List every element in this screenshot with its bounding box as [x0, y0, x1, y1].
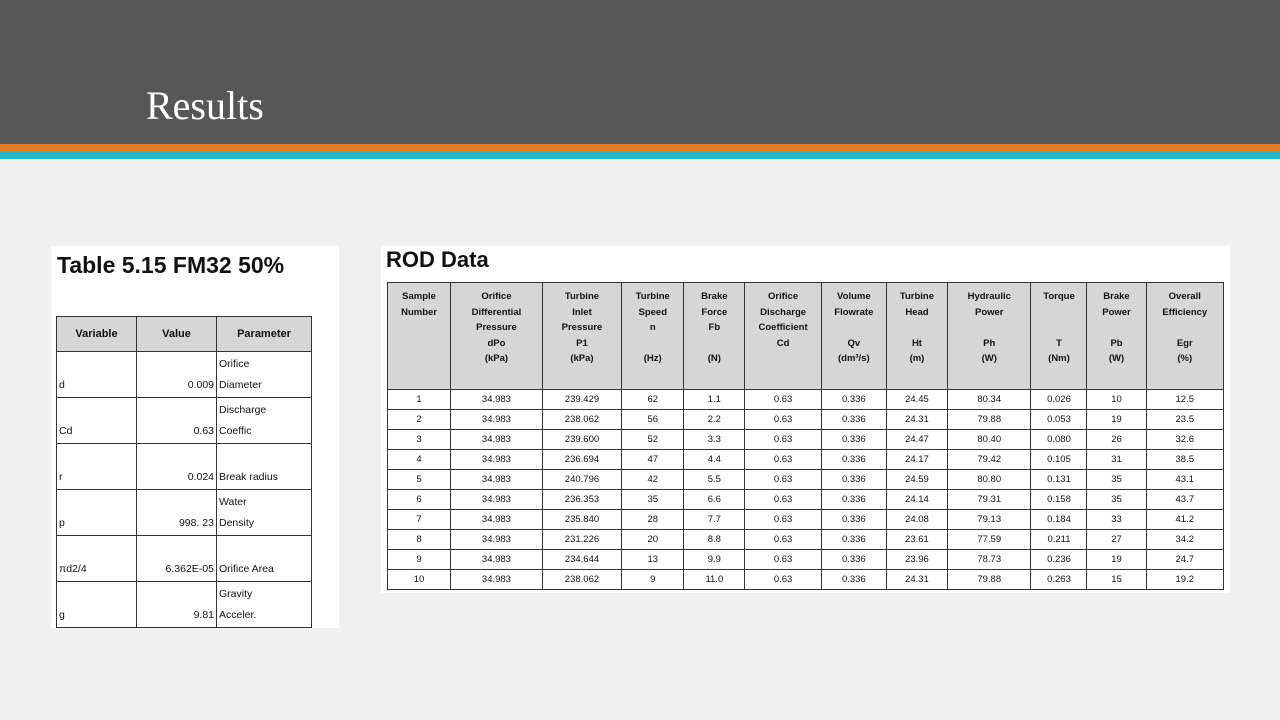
rod-data-cell: 0.080	[1031, 430, 1087, 450]
header-line: (W)	[981, 353, 997, 364]
rod-data-cell: 234.644	[542, 550, 621, 570]
rod-data-cell: 27	[1087, 530, 1146, 550]
header-line: (kPa)	[570, 353, 594, 364]
rod-data-cell: 34.983	[451, 390, 543, 410]
rod-data-row	[388, 510, 1224, 530]
parameter-line: Diameter	[219, 379, 262, 391]
rod-data-cell: 0.63	[745, 450, 821, 470]
parameter-line: Orifice	[219, 358, 250, 370]
header-line: (Hz)	[643, 353, 662, 364]
header-line: (m)	[909, 353, 925, 364]
rod-data-cell: 79.88	[948, 570, 1031, 590]
rod-data-cell: 235.840	[542, 510, 621, 530]
rod-data-cell: 23.96	[886, 550, 947, 570]
rod-data-cell: 0.131	[1031, 470, 1087, 490]
header-line: Overall	[1168, 291, 1201, 302]
rod-data-cell: 0.336	[821, 390, 886, 410]
header-line: (%)	[1177, 353, 1193, 364]
parameter-row	[57, 490, 312, 536]
header-line: (Nm)	[1048, 353, 1070, 364]
rod-data-cell: 0.63	[745, 550, 821, 570]
rod-data-cell: 0.63	[745, 470, 821, 490]
parameter-line: Gravity	[219, 588, 253, 600]
parameter-cell	[217, 536, 312, 582]
rod-header-cell	[821, 283, 886, 390]
rod-data-cell: 34.983	[451, 510, 543, 530]
header-line: Pressure	[476, 322, 517, 333]
rod-data-cell: 62	[622, 390, 684, 410]
rod-header-cell	[948, 283, 1031, 390]
rod-data-cell: 56	[622, 410, 684, 430]
rod-data-cell: 0.336	[821, 490, 886, 510]
rod-data-cell: 0.105	[1031, 450, 1087, 470]
rod-data-cell: 240.796	[542, 470, 621, 490]
rod-data-cell: 38.5	[1146, 450, 1223, 470]
rod-data-table-image	[381, 246, 1230, 593]
rod-data-cell: 4.4	[684, 450, 745, 470]
rod-data-cell: 80.40	[948, 430, 1031, 450]
header-line	[1031, 305, 1086, 321]
header-line: Flowrate	[834, 306, 874, 318]
rod-data-cell: 24.08	[886, 510, 947, 530]
slide-title: Results	[146, 83, 264, 128]
header-line	[822, 320, 886, 336]
rod-data-cell: 236.353	[542, 490, 621, 510]
variable-cell: p	[57, 490, 137, 536]
rod-data-cell: 0.026	[1031, 390, 1087, 410]
value-cell: 998. 23	[137, 490, 217, 536]
rod-data-cell: 3	[388, 430, 451, 450]
parameter-cell	[217, 582, 312, 628]
header-line: P1	[576, 337, 588, 349]
parameters-table-image	[51, 246, 339, 628]
header-line: Discharge	[760, 306, 807, 318]
header-line: Turbine	[635, 291, 670, 302]
rod-data-cell: 4	[388, 450, 451, 470]
rod-data-cell: 19.2	[1146, 570, 1223, 590]
rod-data-cell: 41.2	[1146, 510, 1223, 530]
rod-data-cell: 2.2	[684, 410, 745, 430]
rod-data-row	[388, 490, 1224, 510]
rod-data-cell: 9	[388, 550, 451, 570]
header-line: Sample	[402, 291, 436, 302]
header-line: (kPa)	[484, 353, 509, 364]
rod-data-cell: 79.13	[948, 510, 1031, 530]
header-line	[622, 336, 683, 352]
parameter-line	[219, 446, 309, 467]
rod-header-cell	[886, 283, 947, 390]
rod-data-cell: 0.63	[745, 570, 821, 590]
header-line: T	[1056, 337, 1062, 349]
rod-data-cell: 24.17	[886, 450, 947, 470]
rod-data-cell: 15	[1087, 570, 1146, 590]
rod-data-cell: 32.6	[1146, 430, 1223, 450]
rod-data-cell: 34.2	[1146, 530, 1223, 550]
rod-data-cell: 0.211	[1031, 530, 1087, 550]
rod-data-cell: 0.63	[745, 430, 821, 450]
rod-data-cell: 43.1	[1146, 470, 1223, 490]
header-line	[887, 320, 947, 336]
header-line: Pressure	[561, 322, 603, 333]
rod-data-cell: 6	[388, 490, 451, 510]
rod-header-cell	[1031, 283, 1087, 390]
header-variable: Variable	[57, 317, 137, 352]
rod-data-cell: 28	[622, 510, 684, 530]
parameter-row	[57, 582, 312, 628]
parameter-row	[57, 352, 312, 398]
rod-header-cell	[622, 283, 684, 390]
rod-data-cell: 23.61	[886, 530, 947, 550]
rod-data-cell: 0.336	[821, 450, 886, 470]
header-line: Pb	[1110, 337, 1123, 349]
parameter-row	[57, 536, 312, 582]
rod-data-cell: 0.336	[821, 570, 886, 590]
rod-data-cell: 19	[1087, 410, 1146, 430]
header-line	[388, 351, 450, 367]
header-line: Brake	[701, 291, 728, 302]
parameter-cell	[217, 398, 312, 444]
rod-data-cell: 0.053	[1031, 410, 1087, 430]
rod-data-cell: 35	[1087, 490, 1146, 510]
rod-data-cell: 24.59	[886, 470, 947, 490]
header-line: Cd	[776, 337, 790, 349]
rod-data-row	[388, 470, 1224, 490]
header-line	[948, 320, 1030, 336]
rod-data-cell: 0.336	[821, 530, 886, 550]
rod-data-cell: 35	[1087, 470, 1146, 490]
rod-header-cell	[451, 283, 543, 390]
rod-data-cell: 80.80	[948, 470, 1031, 490]
parameter-cell	[217, 444, 312, 490]
header-line: Fb	[708, 322, 721, 333]
rod-data-cell: 0.184	[1031, 510, 1087, 530]
rod-data-cell: 19	[1087, 550, 1146, 570]
rod-data-cell: 1.1	[684, 390, 745, 410]
variable-cell: πd2/4	[57, 536, 137, 582]
rod-data-cell: 24.7	[1146, 550, 1223, 570]
rod-data-table	[387, 282, 1224, 590]
rod-data-cell: 24.31	[886, 570, 947, 590]
rod-data-cell: 5	[388, 470, 451, 490]
rod-data-cell: 52	[622, 430, 684, 450]
header-line	[1031, 320, 1086, 336]
rod-data-cell: 79.31	[948, 490, 1031, 510]
rod-data-cell: 9.9	[684, 550, 745, 570]
rod-data-cell: 0.63	[745, 390, 821, 410]
header-line: dPo	[487, 337, 506, 349]
rod-header-cell	[388, 283, 451, 390]
header-line: Force	[701, 306, 728, 318]
parameter-line: Break radius	[219, 471, 278, 483]
rod-data-cell: 1	[388, 390, 451, 410]
rod-data-cell: 79.88	[948, 410, 1031, 430]
rod-data-cell: 236.694	[542, 450, 621, 470]
header-line: Power	[974, 306, 1004, 318]
header-line	[1087, 320, 1145, 336]
parameter-line: Water	[219, 496, 247, 508]
rod-data-cell: 0.336	[821, 470, 886, 490]
rod-data-cell: 13	[622, 550, 684, 570]
rod-data-cell: 24.45	[886, 390, 947, 410]
parameter-row	[57, 398, 312, 444]
rod-data-cell: 34.983	[451, 570, 543, 590]
variable-cell: r	[57, 444, 137, 490]
header-line: Speed	[638, 306, 667, 318]
rod-data-cell: 0.158	[1031, 490, 1087, 510]
header-line: Egr	[1176, 337, 1193, 349]
rod-data-cell: 34.983	[451, 550, 543, 570]
rod-header-row	[388, 283, 1224, 390]
rod-data-cell: 24.14	[886, 490, 947, 510]
rod-data-cell: 0.63	[745, 510, 821, 530]
header-line: (dm³/s)	[837, 353, 870, 364]
rod-data-cell: 231.226	[542, 530, 621, 550]
rod-data-cell: 9	[622, 570, 684, 590]
header-line: Head	[905, 306, 929, 318]
header-line: Turbine	[899, 291, 935, 302]
parameters-header-row	[57, 317, 312, 352]
rod-data-cell: 0.236	[1031, 550, 1087, 570]
variable-cell: d	[57, 352, 137, 398]
header-line: (W)	[1108, 353, 1125, 364]
header-line	[388, 336, 450, 352]
rod-data-cell: 80.34	[948, 390, 1031, 410]
rod-data-cell: 0.336	[821, 510, 886, 530]
rod-data-cell: 0.63	[745, 410, 821, 430]
parameter-line	[219, 538, 309, 559]
rod-data-cell: 2	[388, 410, 451, 430]
rod-data-cell: 47	[622, 450, 684, 470]
value-cell: 0.63	[137, 398, 217, 444]
rod-data-cell: 35	[622, 490, 684, 510]
rod-header-cell	[684, 283, 745, 390]
rod-data-cell: 34.983	[451, 490, 543, 510]
value-cell: 0.009	[137, 352, 217, 398]
header-line: n	[649, 322, 656, 333]
rod-data-cell: 0.263	[1031, 570, 1087, 590]
rod-data-cell: 11.0	[684, 570, 745, 590]
parameter-cell	[217, 352, 312, 398]
header-line: Turbine	[564, 291, 600, 302]
parameters-table-title: Table 5.15 FM32 50%	[57, 252, 285, 278]
rod-data-cell: 31	[1087, 450, 1146, 470]
rod-data-cell: 239.429	[542, 390, 621, 410]
rod-data-cell: 26	[1087, 430, 1146, 450]
rod-header-cell	[1087, 283, 1146, 390]
header-line: Torque	[1043, 291, 1075, 302]
rod-data-cell: 79.42	[948, 450, 1031, 470]
rod-data-cell: 34.983	[451, 410, 543, 430]
rod-data-cell: 77.59	[948, 530, 1031, 550]
header-line	[684, 336, 744, 352]
rod-data-cell: 6.6	[684, 490, 745, 510]
header-line	[388, 320, 450, 336]
rod-data-cell: 34.983	[451, 470, 543, 490]
value-cell: 9.81	[137, 582, 217, 628]
rod-data-cell: 8	[388, 530, 451, 550]
rod-data-row	[388, 450, 1224, 470]
variable-cell: g	[57, 582, 137, 628]
rod-header-cell	[1146, 283, 1223, 390]
rod-data-cell: 0.63	[745, 490, 821, 510]
rod-data-cell: 7	[388, 510, 451, 530]
header-line: Power	[1102, 306, 1131, 318]
rod-data-cell: 33	[1087, 510, 1146, 530]
rod-data-row	[388, 410, 1224, 430]
rod-data-cell: 0.336	[821, 550, 886, 570]
value-cell: 6.362E-05	[137, 536, 217, 582]
rod-data-cell: 24.47	[886, 430, 947, 450]
rod-header-cell	[542, 283, 621, 390]
header-line	[1147, 320, 1223, 336]
rod-data-row	[388, 430, 1224, 450]
value-cell: 0.024	[137, 444, 217, 490]
header-line	[745, 351, 820, 367]
header-line: Qv	[847, 337, 861, 349]
rod-data-cell: 8.8	[684, 530, 745, 550]
rod-data-cell: 34.983	[451, 450, 543, 470]
header-value: Value	[137, 317, 217, 352]
parameter-line: Density	[219, 517, 255, 529]
rod-header-cell	[745, 283, 821, 390]
rod-data-cell: 238.062	[542, 570, 621, 590]
header-line: Coefficient	[758, 322, 808, 333]
rod-data-cell: 7.7	[684, 510, 745, 530]
header-line: Orifice	[768, 291, 799, 302]
rod-data-cell: 10	[1087, 390, 1146, 410]
rod-data-cell: 238.062	[542, 410, 621, 430]
rod-data-row	[388, 570, 1224, 590]
rod-data-cell: 34.983	[451, 530, 543, 550]
rod-data-cell: 20	[622, 530, 684, 550]
rod-data-cell: 3.3	[684, 430, 745, 450]
parameter-row	[57, 444, 312, 490]
header-line: Ht	[911, 337, 922, 349]
rod-data-cell: 78.73	[948, 550, 1031, 570]
rod-data-row	[388, 530, 1224, 550]
rod-data-cell: 34.983	[451, 430, 543, 450]
header-line: Volume	[837, 291, 871, 302]
parameter-line: Acceler.	[219, 609, 257, 621]
header-line: (N)	[707, 353, 721, 364]
rod-data-cell: 0.336	[821, 410, 886, 430]
rod-data-cell: 0.63	[745, 530, 821, 550]
header-line: Differential	[471, 306, 522, 318]
rod-data-cell: 43.7	[1146, 490, 1223, 510]
accent-bar-orange	[0, 144, 1280, 151]
rod-data-row	[388, 550, 1224, 570]
rod-data-cell: 12.5	[1146, 390, 1223, 410]
header-line: Brake	[1103, 291, 1130, 302]
parameters-table	[56, 316, 312, 628]
variable-cell: Cd	[57, 398, 137, 444]
rod-data-cell: 5.5	[684, 470, 745, 490]
header-line: Orifice	[481, 291, 512, 302]
parameter-line: Coeffic	[219, 425, 252, 437]
rod-data-row	[388, 390, 1224, 410]
header-line: Number	[401, 306, 438, 318]
parameter-line: Discharge	[219, 404, 267, 416]
header-line: Efficiency	[1162, 306, 1208, 318]
rod-data-cell: 23.5	[1146, 410, 1223, 430]
header-line: Ph	[983, 337, 996, 349]
header-line: Hydraulic	[967, 291, 1011, 302]
rod-data-cell: 10	[388, 570, 451, 590]
parameter-line: Orifice Area	[219, 563, 274, 575]
rod-data-cell: 239.600	[542, 430, 621, 450]
rod-data-title: ROD Data	[386, 247, 489, 272]
header-line: Inlet	[572, 306, 592, 318]
accent-bar-teal	[0, 151, 1280, 159]
header-parameter: Parameter	[217, 317, 312, 352]
rod-data-cell: 24.31	[886, 410, 947, 430]
rod-data-cell: 42	[622, 470, 684, 490]
parameter-cell	[217, 490, 312, 536]
rod-data-cell: 0.336	[821, 430, 886, 450]
